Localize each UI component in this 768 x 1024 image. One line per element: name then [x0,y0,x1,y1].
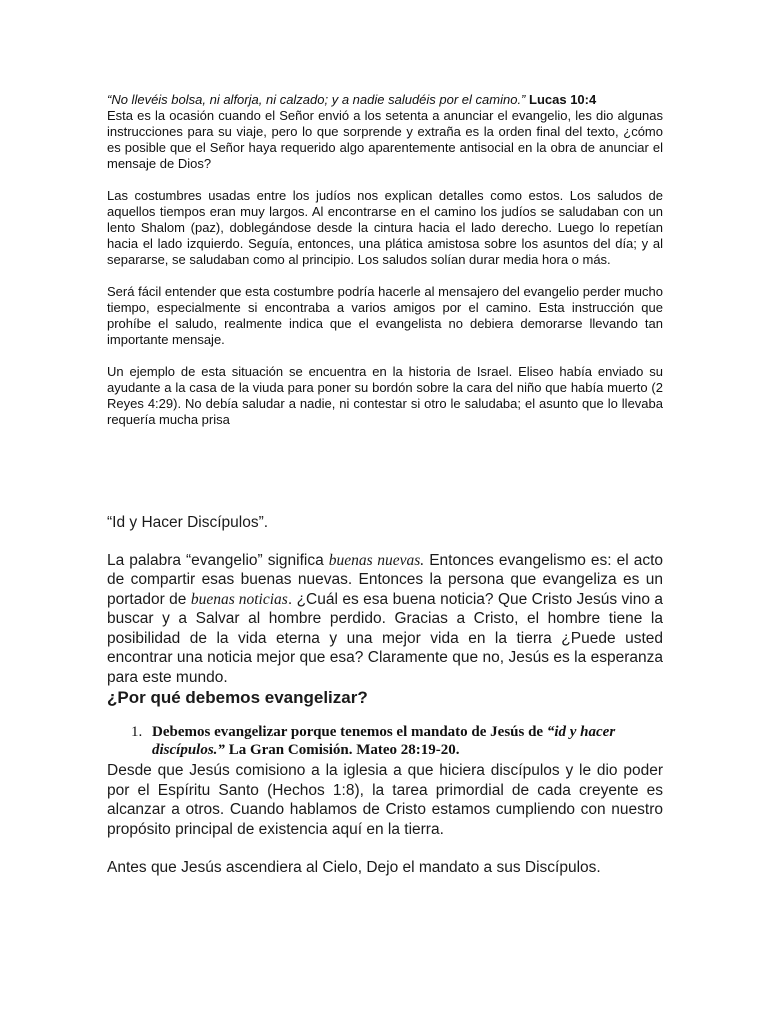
scripture-quote: “No llevéis bolsa, ni alforja, ni calzado; y a nadie saludéis por el camino.” [107,92,526,107]
paragraph-example: Un ejemplo de esta situación se encuentra en la historia de Israel. Eliseo había enviado su ayudante a la casa de la viuda para poner su bordón sobre la cara del niño que había muerto (2 Reyes 4:29). No debía saludar a nadie, ni contestar si otro le saludaba; el asunto que lo llevaba requería mucha prisa [107,364,663,427]
section-title: “Id y Hacer Discípulos”. [107,514,269,531]
paragraph-ascension: Antes que Jesús ascendiera al Cielo, Dejo el mandato a sus Discípulos. [107,859,601,876]
document-page [107,92,663,878]
paragraph-customs: Las costumbres usadas entre los judíos nos explican detalles como estos. Los saludos de aquellos tiempos eran muy largos. Al encontrarse en el camino los judíos se saludaban con un lento Shalom (paz), doblegándose desde la cintura hacia el lado derecho. Luego lo repetían hacia el lado izquierdo. Seguía, entonces, una plática amistosa sobre los asuntos del día; y al separarse, se saludaban como al principio. Los saludos solían durar media hora o más. [107,188,663,267]
scripture-reference: Lucas 10:4 [529,92,597,107]
paragraph-evangelio: La palabra “evangelio” significa buenas nuevas. Entonces evangelismo es: el acto de compartir esas buenas nuevas. Entonces la persona que evangeliza es un portador de buenas noticias. ¿Cuál es esa buena noticia? Que Cristo Jesús vino a buscar y a Salvar al hombre perdido. Gracias a Cristo, el hombre tiene la posibilidad de la vida eterna y una mejor vida en la tierra ¿Puede usted encontrar una noticia mejor que esa? Claramente que no, Jesús es la esperanza para este mundo. [107,551,664,686]
section-heading: ¿Por qué debemos evangelizar? [107,688,368,707]
scripture-quote-line [107,92,663,108]
paragraph-commission: Desde que Jesús comisiono a la iglesia a que hiciera discípulos y le dio poder por el Espíritu Santo (Hechos 1:8), la tarea primordial de cada creyente es alcanzar a otros. Cuando hablamos de Cristo estamos cumpliendo con nuestro propósito principal de existencia aquí en la tierra. [107,762,663,838]
list-number: 1. [131,724,143,740]
intro-paragraph: Esta es la ocasión cuando el Señor envió a los setenta a anunciar el evangelio, les dio algunas instrucciones para su viaje, pero lo que sorprende y extraña es la orden final del texto, ¿cómo es posible que el Señor haya requerido algo aparentemente antisocial en la obra de anunciar el mensaje de Dios? [107,108,663,171]
list-item: 1. Debemos evangelizar porque tenemos el mandato de Jesús de “id y hacer discípulos.” La Gran Comisión. Mateo 28:19-20. [131,724,616,758]
paragraph-time: Será fácil entender que esta costumbre podría hacerle al mensajero del evangelio perder mucho tiempo, especialmente si encontraba a varios amigos por el camino. Esta instrucción que prohíbe el saludo, realmente indica que el evangelista no debiera demorarse llevando tan importante mensaje. [107,284,663,347]
